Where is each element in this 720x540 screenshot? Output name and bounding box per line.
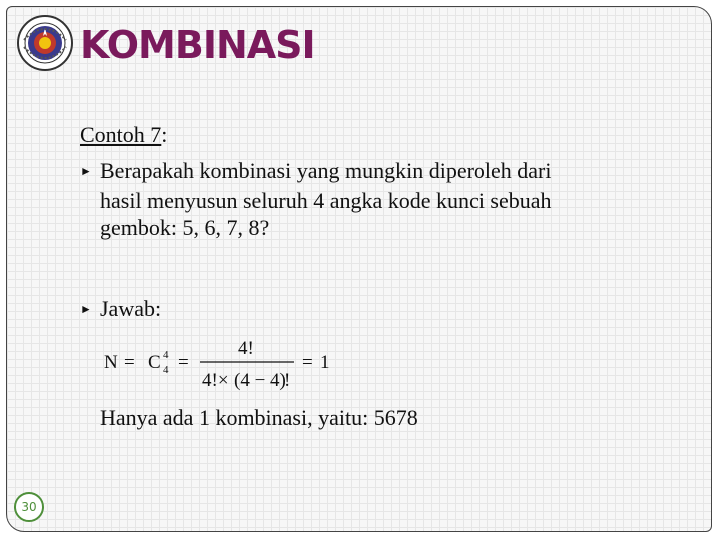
formula-denominator-a: 4!× — [202, 370, 229, 391]
question-line-1: Berapakah kombinasi yang mungkin diperoleh dari — [100, 158, 552, 183]
slide-title: KOMBINASI — [80, 23, 315, 67]
question-bullet — [80, 158, 660, 185]
question-continuation — [100, 188, 660, 242]
example-heading — [80, 122, 167, 149]
answer-label: Jawab: — [100, 296, 162, 321]
formula-denominator-paren: (4 − 4) — [234, 370, 286, 391]
formula-result: 1 — [320, 352, 330, 373]
example-label: Contoh 7 — [80, 122, 162, 147]
combination-formula — [104, 334, 344, 394]
result-text: Hanya ada 1 kombinasi, yaitu: 5678 — [100, 405, 418, 430]
question-line-3: gembok: 5, 6, 7, 8? — [100, 214, 270, 240]
example-colon: : — [161, 122, 168, 147]
page-number: 30 — [14, 492, 44, 522]
formula-numerator: 4! — [238, 338, 254, 359]
bullet-icon: ► — [80, 301, 92, 316]
formula-c-superscript: 4 — [163, 349, 169, 361]
formula-c-subscript: 4 — [163, 364, 169, 376]
formula-c-symbol: C — [148, 352, 161, 373]
bullet-icon: ► — [80, 163, 92, 178]
university-logo — [16, 14, 74, 72]
answer-bullet — [80, 296, 660, 323]
question-line-2: hasil menyusun seluruh 4 angka kode kunci sebuah — [100, 188, 552, 213]
slide-frame — [6, 6, 712, 532]
formula-equals-2: = — [178, 352, 189, 373]
formula-equals-3: = — [302, 352, 313, 373]
formula-lhs: N — [104, 352, 118, 373]
formula-denominator-b: ! — [284, 370, 291, 391]
formula-equals-1: = — [124, 352, 135, 373]
